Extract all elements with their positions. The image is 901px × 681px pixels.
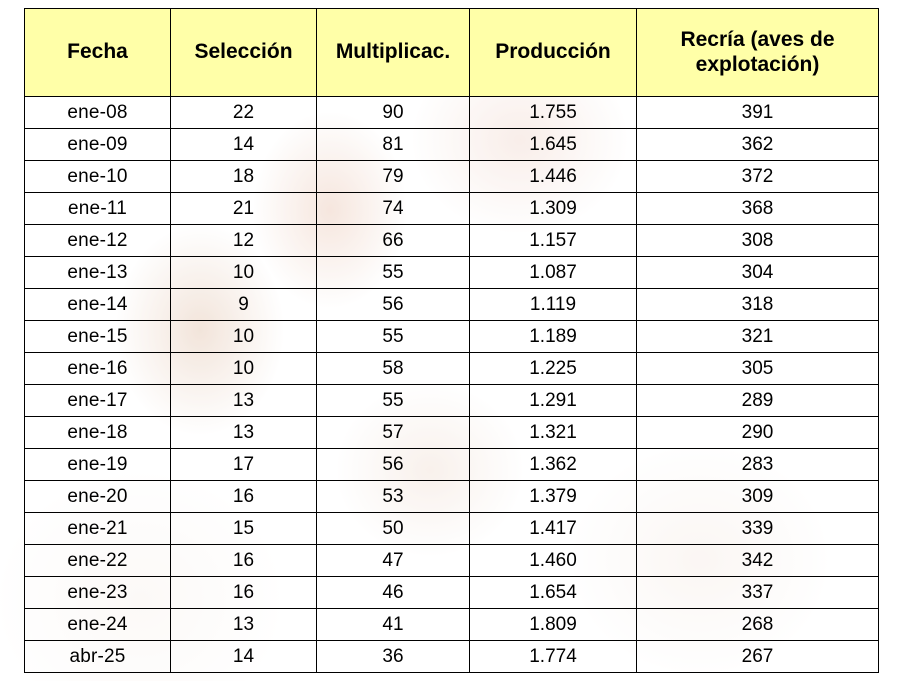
cell-recria: 362 [637,129,879,161]
cell-produccion: 1.654 [470,577,637,609]
cell-produccion: 1.189 [470,321,637,353]
cell-produccion: 1.225 [470,353,637,385]
cell-fecha: ene-17 [25,385,171,417]
table-row [25,577,879,609]
cell-seleccion: 10 [171,257,317,289]
table-row [25,417,879,449]
cell-produccion: 1.119 [470,289,637,321]
cell-multiplicacion: 74 [317,193,470,225]
cell-recria: 308 [637,225,879,257]
data-table [24,8,879,673]
cell-fecha: ene-11 [25,193,171,225]
cell-fecha: ene-23 [25,577,171,609]
cell-multiplicacion: 47 [317,545,470,577]
table-row [25,609,879,641]
cell-recria: 289 [637,385,879,417]
cell-fecha: ene-18 [25,417,171,449]
column-header-produccion: Producción [470,9,637,97]
cell-produccion: 1.755 [470,97,637,129]
cell-fecha: ene-12 [25,225,171,257]
cell-produccion: 1.645 [470,129,637,161]
cell-recria: 305 [637,353,879,385]
table-row [25,193,879,225]
table-row [25,97,879,129]
cell-multiplicacion: 55 [317,385,470,417]
cell-fecha: ene-15 [25,321,171,353]
cell-seleccion: 16 [171,577,317,609]
cell-produccion: 1.291 [470,385,637,417]
cell-multiplicacion: 53 [317,481,470,513]
table-row [25,481,879,513]
cell-multiplicacion: 58 [317,353,470,385]
table-row [25,513,879,545]
table-header-row [25,9,879,97]
cell-recria: 268 [637,609,879,641]
table-body [25,97,879,673]
cell-produccion: 1.460 [470,545,637,577]
cell-multiplicacion: 50 [317,513,470,545]
cell-seleccion: 13 [171,385,317,417]
table-row [25,449,879,481]
cell-fecha: ene-08 [25,97,171,129]
cell-fecha: ene-21 [25,513,171,545]
table-header [25,9,879,97]
cell-multiplicacion: 79 [317,161,470,193]
table-row [25,161,879,193]
cell-seleccion: 13 [171,417,317,449]
table-row [25,225,879,257]
cell-multiplicacion: 56 [317,449,470,481]
cell-produccion: 1.446 [470,161,637,193]
table-row [25,321,879,353]
cell-multiplicacion: 57 [317,417,470,449]
cell-seleccion: 16 [171,481,317,513]
cell-fecha: ene-09 [25,129,171,161]
cell-recria: 372 [637,161,879,193]
table-row [25,385,879,417]
cell-recria: 339 [637,513,879,545]
cell-recria: 391 [637,97,879,129]
cell-seleccion: 17 [171,449,317,481]
cell-recria: 321 [637,321,879,353]
cell-fecha: ene-22 [25,545,171,577]
cell-multiplicacion: 56 [317,289,470,321]
cell-recria: 283 [637,449,879,481]
cell-produccion: 1.809 [470,609,637,641]
cell-recria: 368 [637,193,879,225]
cell-seleccion: 14 [171,129,317,161]
cell-multiplicacion: 81 [317,129,470,161]
cell-produccion: 1.157 [470,225,637,257]
cell-produccion: 1.379 [470,481,637,513]
cell-multiplicacion: 66 [317,225,470,257]
table-row [25,129,879,161]
cell-produccion: 1.774 [470,641,637,673]
cell-recria: 304 [637,257,879,289]
cell-fecha: ene-14 [25,289,171,321]
cell-fecha: abr-25 [25,641,171,673]
cell-multiplicacion: 41 [317,609,470,641]
cell-seleccion: 9 [171,289,317,321]
table-row [25,257,879,289]
table-row [25,353,879,385]
cell-produccion: 1.321 [470,417,637,449]
cell-fecha: ene-24 [25,609,171,641]
cell-fecha: ene-16 [25,353,171,385]
cell-produccion: 1.309 [470,193,637,225]
column-header-recria: Recría (aves de explotación) [637,9,879,97]
cell-recria: 309 [637,481,879,513]
cell-seleccion: 10 [171,353,317,385]
cell-recria: 342 [637,545,879,577]
cell-seleccion: 18 [171,161,317,193]
cell-seleccion: 15 [171,513,317,545]
cell-produccion: 1.417 [470,513,637,545]
column-header-multiplicacion: Multiplicac. [317,9,470,97]
cell-recria: 337 [637,577,879,609]
cell-seleccion: 10 [171,321,317,353]
cell-fecha: ene-19 [25,449,171,481]
cell-multiplicacion: 36 [317,641,470,673]
cell-seleccion: 14 [171,641,317,673]
table-row [25,289,879,321]
cell-fecha: ene-20 [25,481,171,513]
cell-seleccion: 12 [171,225,317,257]
cell-seleccion: 22 [171,97,317,129]
cell-multiplicacion: 55 [317,321,470,353]
column-header-fecha: Fecha [25,9,171,97]
cell-multiplicacion: 90 [317,97,470,129]
table-row [25,545,879,577]
cell-produccion: 1.087 [470,257,637,289]
cell-fecha: ene-10 [25,161,171,193]
column-header-seleccion: Selección [171,9,317,97]
cell-multiplicacion: 55 [317,257,470,289]
cell-seleccion: 16 [171,545,317,577]
cell-recria: 290 [637,417,879,449]
table-container [24,8,878,673]
cell-seleccion: 13 [171,609,317,641]
table-row [25,641,879,673]
cell-recria: 267 [637,641,879,673]
cell-seleccion: 21 [171,193,317,225]
cell-multiplicacion: 46 [317,577,470,609]
cell-fecha: ene-13 [25,257,171,289]
cell-produccion: 1.362 [470,449,637,481]
cell-recria: 318 [637,289,879,321]
